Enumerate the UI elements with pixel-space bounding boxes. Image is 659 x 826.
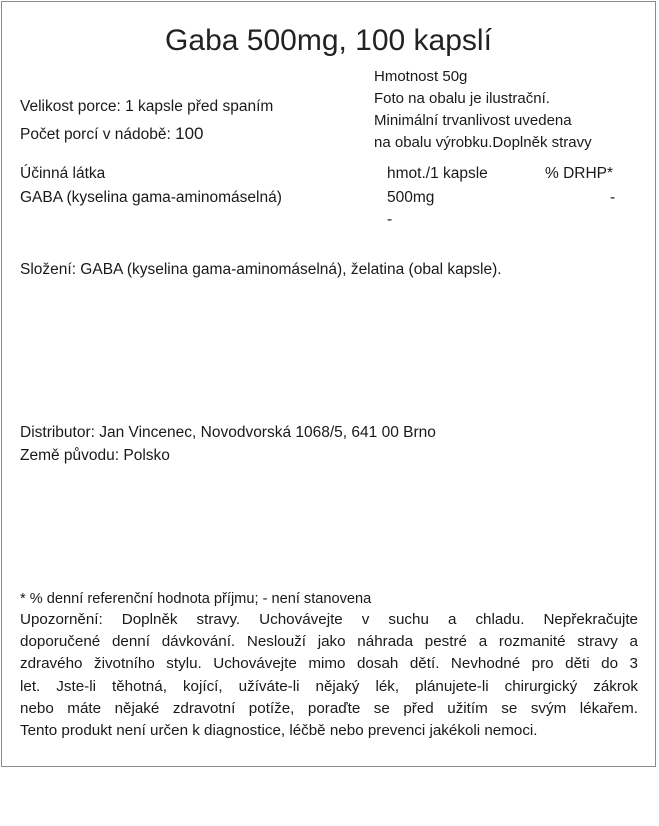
warning-paragraph	[20, 609, 638, 742]
row-amount: 500mg	[387, 189, 435, 206]
shelf-life-line-1: Minimální trvanlivost uvedena	[374, 112, 572, 129]
country-of-origin: Země původu: Polsko	[20, 447, 170, 464]
weight-text: Hmotnost 50g	[374, 68, 468, 85]
composition: Složení: GABA (kyselina gama-aminomáselná), želatina (obal kapsle).	[20, 261, 502, 278]
warning-line: doporučené denní dávkování. Neslouží jako náhrada pestré a rozmanité stravy a	[20, 633, 638, 651]
serving-count	[20, 122, 203, 146]
footnote: * % denní referenční hodnota příjmu; - není stanovena	[20, 591, 372, 607]
warning-line: Upozornění: Doplněk stravy. Uchovávejte v suchu a chladu. Nepřekračujte	[20, 611, 638, 628]
product-title: Gaba 500mg, 100 kapslí	[165, 24, 492, 57]
serving-count-label: Počet porcí v nádobě:	[20, 126, 171, 143]
row-extra: -	[387, 211, 393, 228]
photo-note: Foto na obalu je ilustrační.	[374, 90, 550, 107]
col-drhp-header: % DRHP*	[545, 165, 614, 182]
warning-line: Tento produkt není určen k diagnostice, léčbě nebo prevenci jakékoli nemoci.	[20, 722, 538, 740]
warning-line: let. Jste-li těhotná, kojící, užíváte-li nějaký lék, plánujete-li chirurgický zákrok	[20, 677, 638, 695]
row-substance: GABA (kyselina gama-aminomáselná)	[20, 189, 282, 206]
distributor: Distributor: Jan Vincenec, Novodvorská 1068/5, 641 00 Brno	[20, 424, 436, 441]
col-amount-header: hmot./1 kapsle	[387, 165, 488, 182]
shelf-life-line-2: na obalu výrobku.Doplněk stravy	[374, 134, 592, 151]
warning-line: nebo máte nějaké zdravotní potíže, poraďte se před užitím se svým lékařem.	[20, 699, 638, 717]
product-label	[1, 1, 656, 767]
col-substance-header: Účinná látka	[20, 165, 106, 182]
warning-line: zdravého životního stylu. Uchovávejte mimo dosah dětí. Nevhodné pro děti do 3	[20, 655, 638, 673]
serving-size: Velikost porce: 1 kapsle před spaním	[20, 98, 274, 115]
row-drhp: -	[610, 189, 616, 206]
serving-count-value: 100	[175, 124, 204, 143]
